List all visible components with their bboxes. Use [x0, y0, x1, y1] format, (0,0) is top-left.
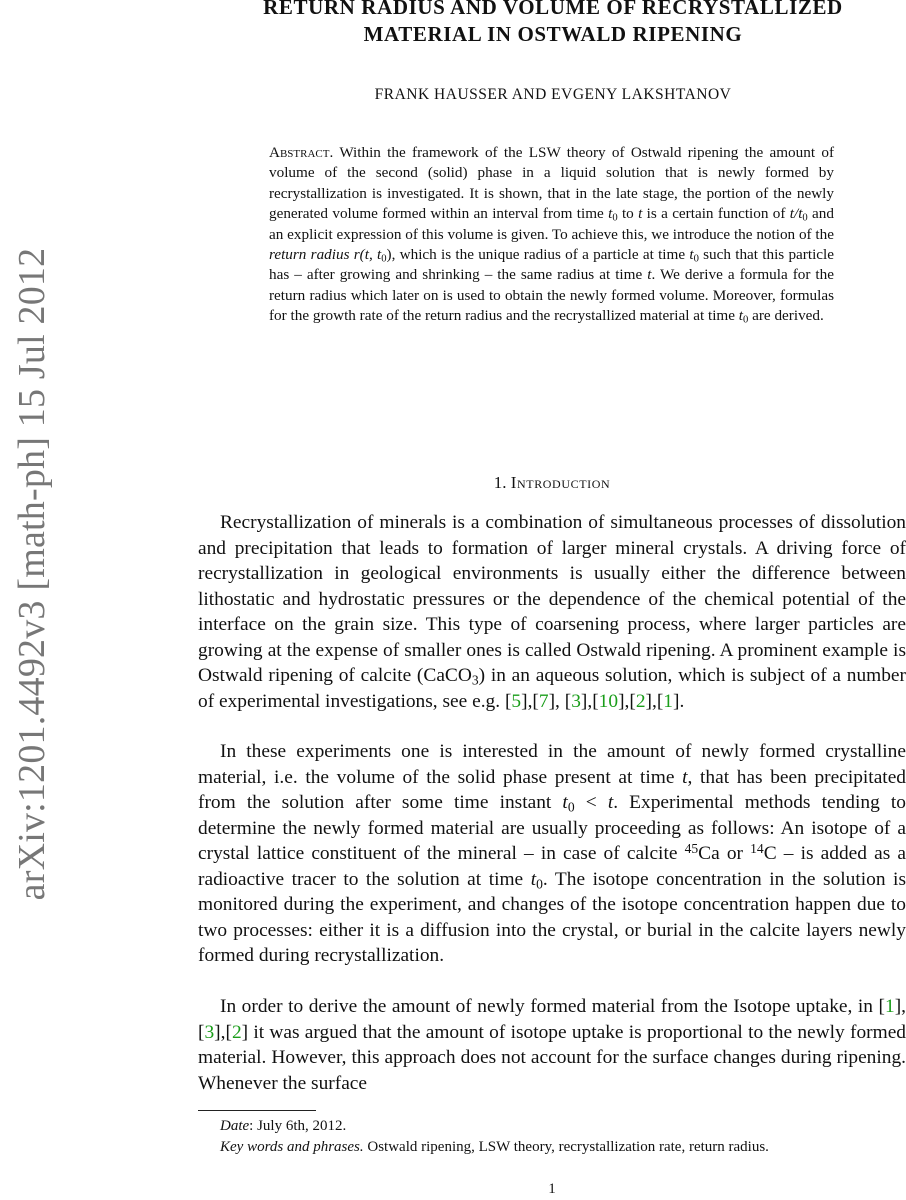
citation-link[interactable]: 3 [204, 1021, 215, 1043]
paragraph-text: In order to derive the amount of newly formed material from the Isotope uptake, in [220, 996, 879, 1017]
math-sub: 0 [536, 875, 543, 891]
citation-link[interactable]: 2 [635, 690, 646, 712]
abstract-text: are derived. [748, 307, 824, 325]
math-var: ) [386, 246, 392, 264]
paragraph-text: . The isotope concentration in the solution is monitored during the experiment, and changes of the isotope concentration happen due to two processes: either it is a diffusion into the crystal, or burial in the calcite layers newly formed during recrystallization. [198, 868, 906, 966]
citation-link[interactable]: 1 [884, 996, 895, 1017]
paragraph-text: it was argued that the amount of isotope uptake is proportional to the newly formed material. However, this approach does not account for the surface changes during ripening. Whenever the surface [198, 1021, 906, 1094]
chem-sub: 3 [471, 672, 479, 688]
paragraph-text: Recrystallization of minerals is a combination of simultaneous processes of dissolution and precipitation that leads to formation of larger mineral crystals. A driving force of recrystallization in geological environments is usually either the difference between lithostatic and hydrostatic pressures or the dependence of the chemical potential of the interface on the grain size. This type of coarsening process, where larger particles are growing at the expense of smaller ones is called Ostwald ripening. A prominent example is Ostwald ripening of calcite (CaCO [198, 512, 906, 686]
paragraph-text: ) in an aqueous solution, which is subject of a number of experimental investigations, see e.g. [198, 665, 906, 712]
citation-link[interactable]: 10 [598, 690, 619, 712]
isotope-sup: 14 [750, 840, 764, 856]
math-var: t [682, 766, 688, 788]
math-sub: 0 [567, 799, 575, 815]
title-line-2: MATERIAL IN OSTWALD RIPENING [363, 22, 743, 46]
isotope-sup: 45 [684, 840, 699, 856]
math-var: t [647, 266, 652, 284]
footnote-text: : July 6th, 2012. [249, 1118, 347, 1134]
math-var: t [608, 205, 613, 223]
paper-title [198, 0, 906, 48]
paragraph-text: – is added as a radioactive tracer to the solution at time [198, 843, 906, 890]
math-var: t [607, 792, 614, 813]
body-paragraph-2 [198, 739, 906, 969]
paragraph-text: . Experimental methods tending to determine the newly formed material are usually proceeding as follows: An isotope of a crystal lattice constituent of the mineral – in case of calcite [198, 792, 906, 864]
abstract [269, 143, 834, 327]
math-sub: 0 [802, 212, 808, 224]
body-paragraph-1: Recrystallization of minerals is a combination of simultaneous processes of dissolution and precipitation that leads to formation of larger mineral crystals. A driving force of recrystallization in geological environments is usually either the difference between lithostatic and hydrostatic pressures or the dependence of the chemical potential of the interface on the grain size. This type of coarsening process, where larger particles are growing at the expense of smaller ones is called Ostwald ripening. A prominent example is Ostwald ripening of calcite (CaCO$_3$) in an aqueous solution, which is subject of a number of experimental investigations, see e.g. [5],[7], [3],[10],[2],[1]. [198, 512, 906, 712]
arxiv-identifier-stamp: arXiv:1201.4492v3 [math-ph] 15 Jul 2012 [11, 247, 53, 901]
footnotes [198, 1116, 906, 1158]
abstract-text: . We derive a formula for the return radius which later on is used to obtain the newly formed volume. Moreover, formulas for the growth rate of the return radius and the recrystallized material at time [269, 266, 834, 325]
citation-link[interactable]: 5 [511, 690, 522, 712]
paper-authors: FRANK HAUSSER AND EVGENY LAKSHTANOV [374, 86, 732, 103]
title-line-1: RETURN RADIUS AND VOLUME OF RECRYSTALLIZED [263, 0, 843, 19]
math-var: t [530, 868, 537, 890]
citation-link[interactable]: 2 [231, 1021, 242, 1043]
citation-link[interactable]: 1 [663, 690, 673, 712]
footnote-date [198, 1116, 906, 1137]
math-op: < [574, 792, 608, 813]
paragraph-text: . [679, 690, 685, 712]
section-title: Introduction [510, 473, 611, 492]
math-var: t [638, 205, 643, 223]
math-var: t [562, 792, 568, 813]
abstract-text: and an explicit expression of this volume is given. To achieve this, we introduce the notion of the [269, 205, 834, 243]
abstract-label: Abstract. [269, 144, 334, 161]
footnote-label: Date [220, 1118, 250, 1134]
abstract-text: , which is the unique radius of a particle at time [391, 246, 690, 264]
footnote-text: Ostwald ripening, LSW theory, recrystallization rate, return radius. [363, 1139, 769, 1155]
paragraph-text: C [763, 843, 777, 864]
math-sub: 0 [612, 212, 618, 224]
term-return-radius: return radius [269, 246, 350, 264]
section-heading [198, 473, 906, 493]
citation-link[interactable]: 3 [571, 690, 581, 712]
paragraph-text: , that has been precipitated from the solution after some time instant [198, 766, 906, 813]
paragraph-text: In these experiments one is interested in the amount of newly formed crystalline material, i.e. the volume of the solid phase present at time [198, 741, 906, 788]
body-paragraph-3: In order to derive the amount of newly formed material from the Isotope uptake, in [1],[3],[2] it was argued that the amount of isotope uptake is proportional to the newly formed material. However, this approach does not account for the surface changes during ripening. Whenever the surface [198, 996, 906, 1094]
abstract-text: to [617, 205, 639, 223]
math-var: t/t [789, 205, 803, 223]
math-var: t [738, 307, 744, 325]
footnote-divider [198, 1110, 316, 1111]
math-var: t [689, 246, 694, 264]
footnote-label: Key words and phrases. [220, 1139, 364, 1155]
math-sub: 0 [381, 253, 387, 265]
math-sub: 0 [743, 314, 749, 326]
citation-link[interactable]: 7 [538, 690, 549, 712]
abstract-text: such that this particle has – after growing and shrinking – the same radius at time [269, 246, 835, 284]
abstract-text: is a certain function of [642, 205, 790, 223]
page-number: 1 [548, 1181, 556, 1197]
math-var: r(t, t [353, 246, 382, 264]
section-number: 1. [493, 473, 507, 492]
abstract-text: Within the framework of the LSW theory of Ostwald ripening the amount of volume of the second (solid) phase in a liquid solution that is newly formed by recrystallization is investigated. It is shown, that in the late stage, the portion of the newly generated volume formed within an interval from time [269, 144, 835, 223]
math-sub: 0 [693, 253, 699, 265]
footnote-keywords [198, 1137, 906, 1158]
paragraph-text: Ca or [698, 843, 751, 864]
